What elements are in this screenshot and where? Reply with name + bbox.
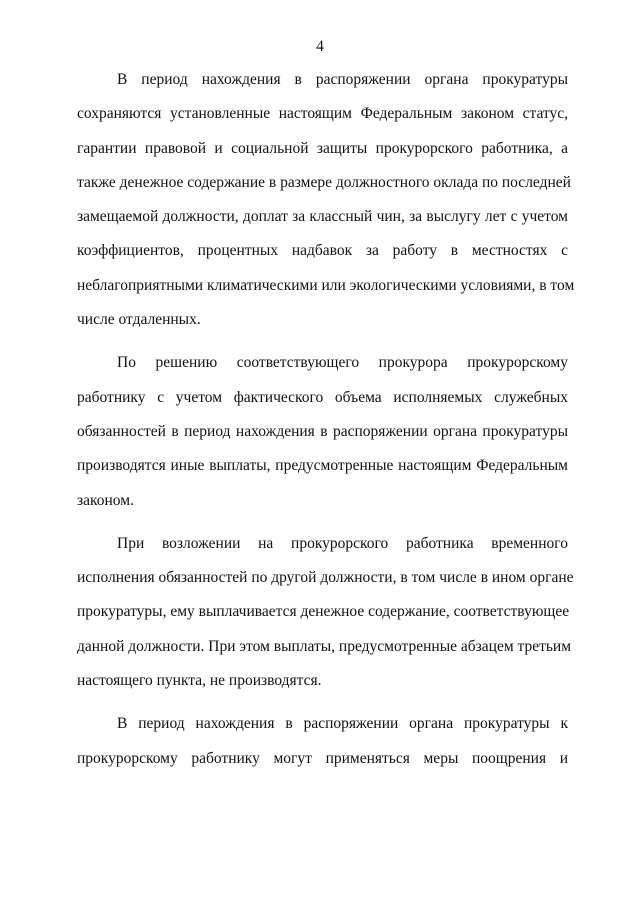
page-number: 4 [316,38,324,55]
paragraph-1 [77,63,575,337]
paragraph-4 [77,707,568,776]
paragraph-line: замещаемой должности, доплат за классный чин, за выслугу лет с учетом [77,208,568,226]
paragraph-line: неблагоприятными климатическими или экологическими условиями, в том [77,276,575,294]
paragraph-line: При возложении на прокурорского работника временного [117,534,568,552]
paragraph-3 [77,527,574,698]
paragraph-line: данной должности. При этом выплаты, предусмотренные абзацем третьим [77,637,572,655]
paragraph-line: обязанностей в период нахождения в распоряжении органа прокуратуры [77,422,568,440]
paragraph-line: В период нахождения в распоряжении органа прокуратуры к [117,715,568,733]
paragraph-line: производятся иные выплаты, предусмотренные настоящим Федеральным [77,457,568,475]
paragraph-line: числе отдаленных. [77,311,201,329]
document-body [77,63,575,776]
paragraph-line: прокуратуры, ему выплачивается денежное содержание, соответствующее [77,603,570,621]
paragraph-line: настоящего пункта, не производятся. [77,672,322,690]
paragraph-line: гарантии правовой и социальной защиты прокурорского работника, а [77,139,568,157]
paragraph-2 [77,346,568,517]
paragraph-line: В период нахождения в распоряжении органа прокуратуры [117,71,568,88]
paragraph-line: По решению соответствующего прокурора прокурорскому [117,354,568,372]
paragraph-line: коэффициентов, процентных надбавок за работу в местностях с [77,242,568,260]
paragraph-line: сохраняются установленные настоящим Федеральным законом статус, [77,105,568,123]
paragraph-line: прокурорскому работнику могут применяться меры поощрения и [77,749,568,767]
paragraph-line: исполнения обязанностей по другой должности, в том числе в ином органе [77,569,574,587]
paragraph-line: работнику с учетом фактического объема исполняемых служебных [77,388,568,406]
paragraph-line: также денежное содержание в размере должностного оклада по последней [77,173,571,191]
paragraph-line: законом. [77,491,134,509]
